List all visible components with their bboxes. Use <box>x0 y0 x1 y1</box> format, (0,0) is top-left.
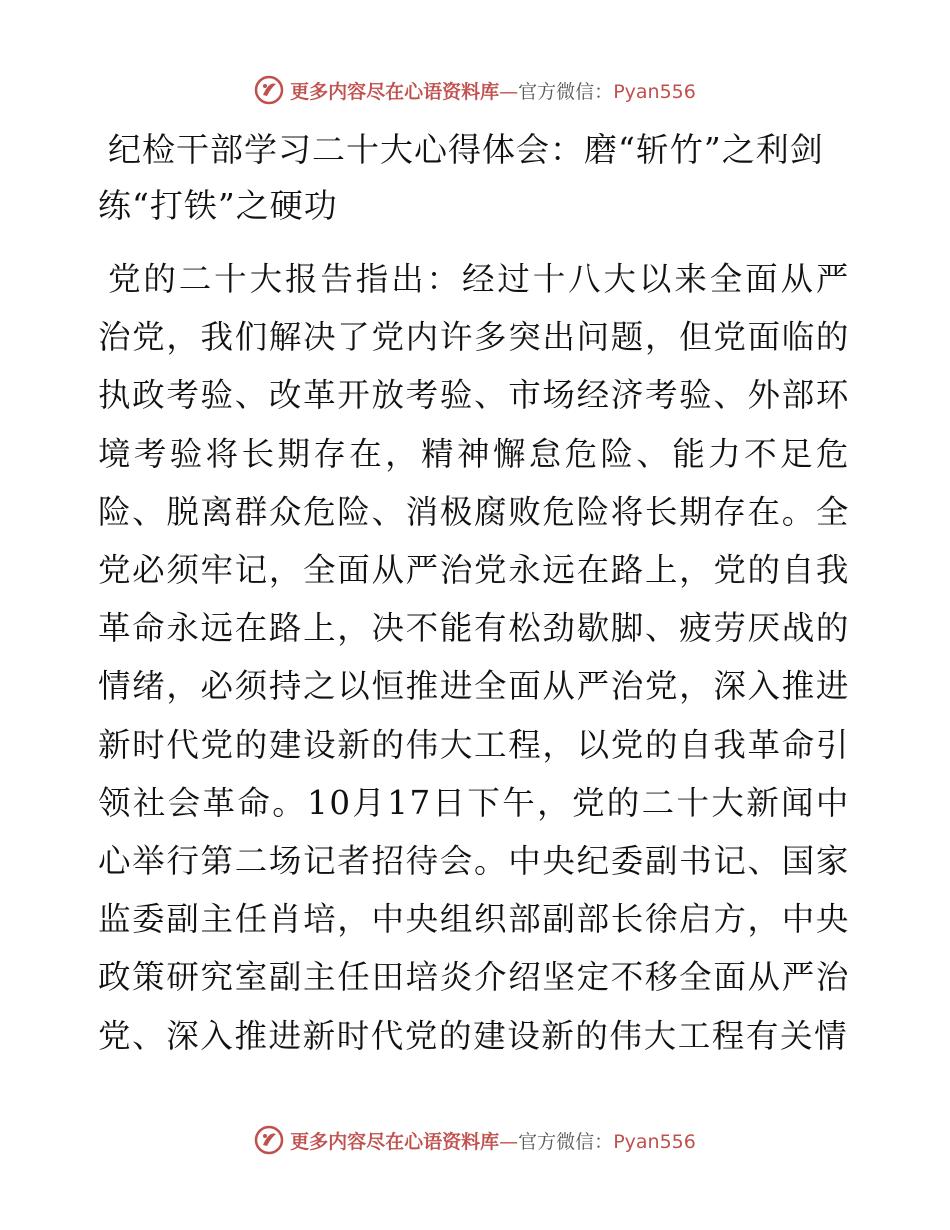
brand-logo-icon <box>254 75 284 105</box>
banner-brand: 更多内容尽在心语资料库 <box>290 1130 500 1153</box>
document-body: 党的二十大报告指出：经过十八大以来全面从严治党，我们解决了党内许多突出问题，但党面临的执政考验、改革开放考验、市场经济考验、外部环境考验将长期存在，精神懈怠危险、能力不足危险、脱离群众危险、消极腐败危险将长期存在。全党必须牢记，全面从严治党永远在路上，党的自我革命永远在路上，决不能有松劲歇脚、疲劳厌战的情绪，必须持之以恒推进全面从严治党，深入推进新时代党的建设新的伟大工程，以党的自我革命引领社会革命。10月17日下午，党的二十大新闻中心举行第二场记者招待会。中央纪委副书记、国家监委副主任肖培，中央组织部副部长徐启方，中央政策研究室副主任田培炎介绍坚定不移全面从严治党、深入推进新时代党的建设新的伟大工程有关情 <box>98 260 850 1055</box>
banner-brand: 更多内容尽在心语资料库 <box>290 80 500 103</box>
document-title: 纪检干部学习二十大心得体会：磨“斩竹”之利剑练“打铁”之硬功 <box>98 130 824 225</box>
header-banner <box>0 72 950 108</box>
banner-dash: — <box>499 1130 519 1153</box>
banner-official-label: 官方微信： <box>518 1130 614 1153</box>
banner-dash: — <box>499 80 519 103</box>
banner-text <box>290 77 696 104</box>
brand-logo-icon <box>254 1125 284 1155</box>
banner-official-label: 官方微信： <box>518 80 614 103</box>
banner-wechat-id: Pyan556 <box>613 1130 696 1153</box>
banner-wechat-id: Pyan556 <box>613 80 696 103</box>
footer-banner <box>0 1122 950 1158</box>
banner-text <box>290 1127 696 1154</box>
